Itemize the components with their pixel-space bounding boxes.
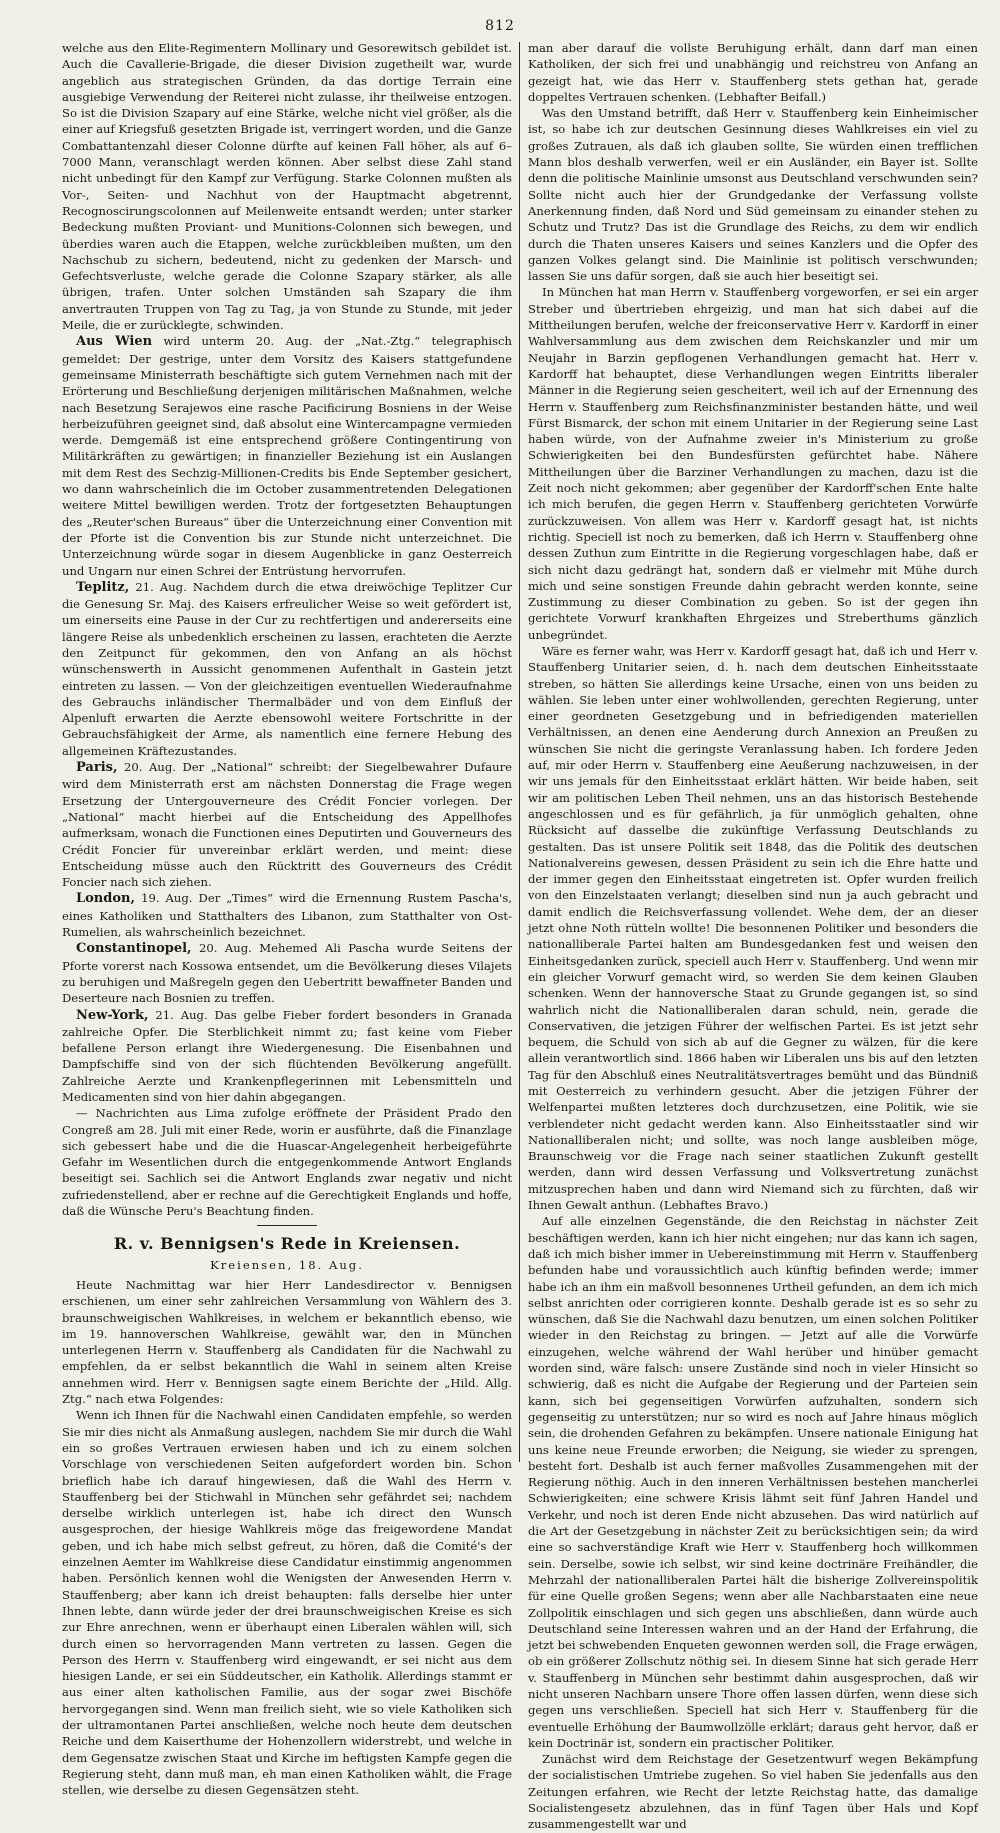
speech-paragraph: Was den Umstand betrifft, daß Herr v. Stauffenberg kein Einheimischer ist, so habe ich zur deutschen Gesinnung dieses Wahlkreises ein viel zu großes Zutrauen, als daß ich glauben sollte, Sie würden einen trefflichen Mann blos deshalb verwerfen, weil er ein Ausländer, ein Bayer ist. Sollte denn die politische Mainlinie umsonst aus Deutschland verschwunden sein? Sollte nicht auch hier der Grundgedanke der Verfassung vollste Anerkennung finden, daß Nord und Süd gemeinsam zu einander stehen zu Schutz und Trutz? Das ist die Grundlage des Reichs, zu dem wir endlich durch die Thaten unseres Kaisers und seines Kanzlers und die Opfer des ganzen Volkes gelangt sind. Die Mainlinie ist politisch verschwunden; lassen Sie uns dafür sorgen, daß sie auch hier beseitigt sei. <box>528 106 978 284</box>
news-text: 21. Aug. Nachdem durch die etwa dreiwöchige Teplitzer Cur die Genesung Sr. Maj. des Kaisers erfreulicher Weise so weit gefördert ist, um einerseits eine Pause in der Cur zu rechtfertigen und andererseits eine längere Reise als unbedenklich erscheinen zu lassen, erachteten die Aerzte den Zeitpunct für gekommen, den von Anfang an als höchst wünschenswerth in Aussicht genommenen Aufenthalt in Gastein jetzt eintreten zu lassen. — Von der gleichzeitigen eventuellen Wiederaufnahme des Gebrauchs inländischer Thermalbäder und von dem Einfluß der Alpenluft erwarten die Aerzte ebensowohl weitere Fortschritte in der Gebrauchsfähigkeit der Arme, als namentlich eine fernere Hebung des allgemeinen Kräftezustandes. <box>62 579 512 758</box>
page-number: 812 <box>485 18 515 34</box>
news-item-new-york <box>62 1007 512 1106</box>
news-text: wird unterm 20. Aug. der „Nat.-Ztg.“ telegraphisch gemeldet: Der gestrige, unter dem Vorsitz des Kaisers stattgefundene gemeinsame Ministerrath beschäftigte sich gutem Vernehmen nach mit der Erörterung und Beschließung derjenigen militärischen Maßnahmen, welche nach Besetzung Serajewos eine rasche Pacificirung Bosniens in der Weise herbeizuführen geeignet sind, daß absolut eine Wintercampagne vermieden werde. Demgemäß ist eine entsprechend größere Contingentirung von Militärkräften zu gewärtigen; in finanzieller Beziehung ist ein Auslangen mit dem Rest des Sechzig-Millionen-Credits bis Ende September gesichert, wo dann wahrscheinlich die im October zusammentretenden Delegationen weitere Mittel bewilligen werden. Trotz der fortgesetzten Behauptungen des „Reuter'schen Bureaus“ über die Unterzeichnung einer Convention mit der Pforte ist die Convention bis zur Stunde nicht unterzeichnet. Die Unterzeichnung würde sogar in diesem Augenblicke in ganz Oesterreich und Ungarn nur einen Schrei der Entrüstung hervorrufen. <box>62 334 513 578</box>
speech-paragraph: man aber darauf die vollste Beruhigung erhält, dann darf man einen Katholiken, der sich frei und unabhängig und reichstreu von Anfang an gezeigt hat, wie das Herr v. Stauffenberg stets gethan hat, gerade doppeltes Vertrauen schenken. (Lebhafter Beifall.) <box>528 41 978 104</box>
place-name: London, <box>76 891 136 907</box>
speech-paragraph: Heute Nachmittag war hier Herr Landesdirector v. Bennigsen erschienen, um einer sehr zahlreichen Versammlung von Wählern des 3. braunschweigischen Wahlkreises, in welchem er bekanntlich ebenso, wie im 19. hannoverschen Wahlkreise, gewählt war, den in München unterlegenen Herrn v. Stauffenberg als Candidaten für die Nachwahl zu empfehlen, da er selbst bekanntlich die Wahl in seinem alten Kreise annehmen wird. Herr v. Bennigsen sagte einem Berichte der „Hild. Allg. Ztg.“ nach etwa Folgendes: <box>62 1277 512 1407</box>
news-item-teplitz <box>62 579 512 759</box>
left-column <box>62 40 513 1798</box>
news-item-wien <box>62 333 512 578</box>
speech-paragraph: Wenn ich Ihnen für die Nachwahl einen Candidaten empfehle, so werden Sie mir dies nicht als Anmaßung auslegen, nachdem Sie mir durch die Wahl ein so großes Vertrauen erwiesen haben und ich zu einem solchen Vorschlage von verschiedenen Seiten aufgefordert worden bin. Schon brieflich habe ich darauf hingewiesen, daß die Wahl des Herrn v. Stauffenberg bei der Stichwahl in München sehr gefährdet sei; nachdem derselbe wirklich unterlegen ist, habe ich direct den Wunsch ausgesprochen, der hiesige Wahlkreis möge das freigewordene Mandat geben, und ich habe mich selbst gefreut, zu hören, daß die Comité's der einzelnen Aemter im Wahlkreise diese Candidatur einstimmig angenommen haben. Persönlich kennen wohl die Wenigsten der Anwesenden Herrn v. Stauffenberg; aber kann ich dreist behaupten: falls derselbe hier unter Ihnen lebte, dann würde jeder der drei braunschweigischen Kreise es sich zur Ehre anrechnen, wenn er überhaupt einen Liberalen wählen will, sich durch einen so hervorragenden Mann vertreten zu lassen. Gegen die Person des Herrn v. Stauffenberg wird eingewandt, er sei nicht aus dem hiesigen Lande, er sei ein Süddeutscher, ein Katholik. Allerdings stammt er aus einer alten katholischen Familie, aus der sogar zwei Bischöfe hervorgegangen sind. Wenn man freilich sieht, wie so viele Katholiken sich der ultramontanen Partei anschließen, welche noch heute dem deutschen Reiche und dem Kaiserthume der Hohenzollern widerstrebt, und welche in dem Gegensatze zwischen Staat und Kirche im heftigsten Kampfe gegen die Regierung steht, dann muß man, eh man einen Katholiken wählt, die Frage stellen, wie derselbe zu diesen Gegensätzen steht. <box>62 1408 512 1798</box>
article-paragraph: welche aus den Elite-Regimentern Mollinary und Gesorewitsch gebildet ist. Auch die Cavallerie-Brigade, die dieser Division zugetheilt war, wurde angeblich aus strategischen Gründen, da das dortige Terrain eine ausgiebige Verwendung der Reiterei nicht zulasse, ihr theilweise entzogen. So ist die Division Szapary auf eine Stärke, welche nicht viel größer, als die einer auf Kriegsfuß gesetzten Brigade ist, verringert worden, und die Ganze Combattantenzahl dieser Colonne dürfte auf keinen Fall höher, als auf 6–7000 Mann, veranschlagt werden können. Aber selbst diese Zahl stand nicht unbedingt für den Kampf zur Verfügung. Starke Colonnen mußten als Vor-, Seiten- und Nachhut von der Hauptmacht abgetrennt, Recognoscirungscolonnen auf Meilenweite entsandt werden; unter starker Bedeckung mußten Proviant- und Munitions-Colonnen sich bewegen, und überdies waren auch die Etappen, welche zurückbleiben mußten, um den Nachschub zu sichern, bedeutend, nicht zu gedenken der Marsch- und Gefechtsverluste, welche gerade die Colonne Szapary stärker, als alle übrigen, trafen. Unter solchen Umständen sah Szapary die ihm anvertrauten Truppen von Tag zu Tag, ja von Stunde zu Stunde, mit jeder Meile, die er zurücklegte, schwinden. <box>62 41 512 333</box>
news-item-london <box>62 890 512 940</box>
place-name: Aus Wien <box>76 334 153 350</box>
place-name: Paris, <box>76 760 118 776</box>
news-item-lima: — Nachrichten aus Lima zufolge eröffnete der Präsident Prado den Congreß am 28. Juli mit einer Rede, worin er ausführte, daß die Finanzlage sich gebessert habe und die die Huascar-Angelegenheit herbeigeführte Gefahr im Wesentlichen durch die entgegenkommende Antwort Englands beseitigt sei. Sachlich sei die Antwort Englands zwar negativ und nicht zufriedenstellend, aber er rechne auf die Gerechtigkeit Englands und hoffe, daß die Wünsche Peru's Beachtung finden. <box>62 1106 512 1219</box>
place-name: New-York, <box>76 1007 149 1023</box>
place-name: Constantinopel, <box>76 941 192 957</box>
article-dateline: Kreiensen, 18. Aug. <box>210 1257 364 1272</box>
news-item-constantinopel <box>62 940 512 1006</box>
news-item-paris <box>62 759 512 890</box>
right-column <box>528 40 978 1832</box>
speech-paragraph: In München hat man Herrn v. Stauffenberg vorgeworfen, er sei ein arger Streber und übertrieben ehrgeizig, und man hat sich dabei auf die Mittheilungen berufen, welche der freiconservative Herr v. Kardorff in einer Wahlversammlung aus dem zwischen dem Reichskanzler und mir um Neujahr in Barzin gepflogenen Verhandlungen gemacht hat. Herr v. Kardorff hat behauptet, diese Verhandlungen wegen Eintritts liberaler Männer in die Regierung seien gescheitert, weil ich auf der Ernennung des Herrn v. Stauffenberg zum Reichsfinanzminister bestanden hätte, und weil Fürst Bismarck, der schon mit einem Unitarier in der Regierung seine Last haben würde, von der Aufnahme zweier in's Ministerium zu große Schwierigkeiten bei den Bundesfürsten gefürchtet habe. Nähere Mittheilungen über die Barziner Verhandlungen zu machen, dazu ist die Zeit noch nicht gekommen; aber gegenüber der Kardorff'schen Ente halte ich mich berufen, die gegen Herrn v. Stauffenberg gerichteten Vorwürfe zurückzuweisen. Von allem was Herr v. Kardorff gesagt hat, ist nichts richtig. Speciell ist noch zu bemerken, daß ich Herrn v. Stauffenberg ohne dessen Zuthun zum Eintritte in die Regierung vorgeschlagen habe, daß er sich nicht dazu gedrängt hat, sondern daß er vielmehr mit Mühe durch mich und seine sonstigen Freunde dahin gebracht werden konnte, seine Zustimmung zu dieser Combination zu geben. So ist der gegen ihn gerichtete Vorwurf krankhaften Ehrgeizes und Streberthums gänzlich unbegründet. <box>528 285 978 642</box>
place-name: Teplitz, <box>76 579 130 595</box>
speech-paragraph: Auf alle einzelnen Gegenstände, die den Reichstag in nächster Zeit beschäftigen werden, kann ich hier nicht eingehen; nur das kann ich sagen, daß ich mich bisher immer in Uebereinstimmung mit Herrn v. Stauffenberg befunden habe und voraussichtlich auch künftig befinden werde; immer habe ich an ihm ein maßvoll besonnenes Urtheil gefunden, an dem ich mich selbst anrichten oder corrigieren konnte. Deshalb gerade ist es so sehr zu wünschen, daß Sie die Nachwahl dazu benutzen, um einen solchen Politiker wieder in den Reichstag zu bringen. — Jetzt auf alle die Vorwürfe einzugehen, welche während der Wahl herüber und hinüber gemacht worden sind, wäre falsch: unsere Zustände sind noch in vieler Hinsicht so schwierig, daß es nicht die Aufgabe der Regierung und der Parteien sein kann, sich bei gegenseitigen Vorwürfen aufzuhalten, sondern sich gegenseitig zu unterstützen; nur so wird es noch auf Jahre hinaus möglich sein, die drohenden Gefahren zu bekämpfen. Unsere nationale Einigung hat uns keine neue Freunde erworben; die Neigung, sie wieder zu sprengen, besteht fort. Deshalb ist auch ferner maßvolles Zusammengehen mit der Regierung nöthig. Auch in den inneren Verhältnissen bestehen mancherlei Schwierigkeiten; eine schwere Krisis lähmt seit fünf Jahren Handel und Verkehr, und noch ist deren Ende nicht abzusehen. Das wird natürlich auf die Art der Gesetzgebung in nächster Zeit zu berücksichtigen sein; da wird eine so sachverständige Kraft wie Herr v. Stauffenberg hoch willkommen sein. Derselbe, sowie ich selbst, wir sind keine doctrinäre Freihändler, die Mehrzahl der nationalliberalen Partei hält die bisherige Zollvereinspolitik für eine Quelle großen Segens; wenn aber alle Nachbarstaaten eine neue Zollpolitik einschlagen und sich gegen uns abschließen, dann würde auch Deutschland seine Interessen wahren und an der Hand der Erfahrung, die jetzt bei schwebenden Enqueten gewonnen werden soll, die Frage erwägen, ob ein größerer Zollschutz nöthig sei. In diesem Sinne hat sich gerade Herr v. Stauffenberg in München sehr bestimmt dahin ausgesprochen, daß wir nicht unseren Nachbarn unsere Thore offen lassen dürfen, wenn diese sich gegen uns verschließen. Speciell hat sich Herr v. Stauffenberg für die eventuelle Erhöhung der Baumwollzölle erklärt; daraus geht hervor, daß er kein Doctrinär ist, sondern ein practischer Politiker. <box>528 1214 978 1750</box>
speech-paragraph: Wäre es ferner wahr, was Herr v. Kardorff gesagt hat, daß ich und Herr v. Stauffenberg Unitarier seien, d. h. nach dem deutschen Einheitsstaate streben, so hätten Sie allerdings keine Ursache, einen von uns beiden zu wählen. Sie leben unter einer wohlwollenden, gerechten Regierung, unter einer geordneten Gesetzgebung und in befriedigenden materiellen Verhältnissen, an denen eine Aenderung durch Annexion an Preußen zu wünschen Sie nicht die geringste Veranlassung haben. Ich fordere Jeden auf, mir oder Herrn v. Stauffenberg eine Aeußerung nachzuweisen, in der wir uns jemals für den Einheitsstaat erklärt hätten. Wir beide haben, seit wir am politischen Leben Theil nehmen, uns an das historisch Bestehende angeschlossen und es für gefährlich, ja für unmöglich gehalten, ohne Rücksicht auf dasselbe die zukünftige Verfassung Deutschlands zu gestalten. Das ist unsere Politik seit 1848, das die Politik des deutschen Nationalvereins gewesen, dessen Präsident zu sein ich die Ehre hatte und der immer gegen den Einheitsstaat eingetreten ist. Opfer wurden freilich von den Einzelstaaten verlangt; dieselben sind nun ja auch gebracht und damit endlich die Reichsverfassung vollendet. Wehe dem, der an dieser jetzt ohne Noth rütteln wollte! Die besonnenen Politiker und besonders die nationalliberale Partei halten am Bundesgedanken fest und weisen den Einheitsgedanken zurück, speciell auch Herr v. Stauffenberg. Und wenn mir ein gleicher Vorwurf gemacht wird, so werden Sie dem keinen Glauben schenken. Wenn der hannoversche Staat zu Grunde gegangen ist, so sind wahrlich nicht die Nationalliberalen daran schuld, nein, gerade die Conservativen, die jetzigen Führer der welfischen Partei. Es ist jetzt sehr bequem, die Schuld von sich ab auf die Gegner zu wälzen, für die kere allein verantwortlich sind. 1866 haben wir Liberalen uns bis auf den letzten Tag für den Abschluß eines Neutralitätsvertrages bemüht und das Bündniß mit Oesterreich zu verhindern gesucht. Aber die jetzigen Führer der Welfenpartei mußten letzteres doch durchzusetzen, eine Politik, wie sie verblendeter nicht gedacht werden kann. Also Einheitsstaatler sind wir Nationalliberalen nicht; und sollte, was noch lange ausbleiben möge, Braunschweig vor die Frage nach seiner staatlichen Zukunft gestellt werden, dann wird dessen Verfassung und Volksvertretung zunächst mitzusprechen haben und dann wird Niemand sich zu fürchten, daß wir Ihnen Gewalt anthun. (Lebhaftes Bravo.) <box>528 643 978 1213</box>
news-text: 20. Aug. Der „National“ schreibt: der Siegelbewahrer Dufaure wird dem Ministerrath erst am nächsten Donnerstag die Frage wegen Ersetzung der Untergouverneure des Crédit Foncier vorlegen. Der „National“ macht hierbei auf die Entscheidung des Appellhofes aufmerksam, wonach die Functionen eines Deputirten und Gouverneurs des Crédit Foncier für unvereinbar erklärt werden, und meint: diese Entscheidung müsse auch den Rücktritt des Gouverneurs des Crédit Foncier nach sich ziehen. <box>62 760 512 890</box>
article-heading: R. v. Bennigsen's Rede in Kreiensen. <box>113 1234 461 1254</box>
news-text: 21. Aug. Das gelbe Fieber fordert besonders in Granada zahlreiche Opfer. Die Sterblichkeit nimmt zu; fast keine vom Fieber befallene Person erlangt ihre Wiedergenesung. Die Eisenbahnen und Dampfschiffe sind von der sich flüchtenden Bevölkerung angefüllt. Zahlreiche Aerzte und Krankenpflegerinnen mit Lebensmitteln und Medicamenten sind von hier dahin abgegangen. <box>62 1007 512 1104</box>
section-divider <box>257 1225 317 1226</box>
news-text: 19. Aug. Der „Times“ wird die Ernennung Rustem Pascha's, eines Katholiken und Statthalters des Libanon, zum Statthalter von Ost-Rumelien, als wahrscheinlich bezeichnet. <box>62 891 512 940</box>
column-rule <box>519 42 520 1462</box>
speech-paragraph: Zunächst wird dem Reichstage der Gesetzentwurf wegen Bekämpfung der socialistischen Umtriebe zugehen. So viel haben Sie jedenfalls aus den Zeitungen erfahren, wie Recht der letzte Reichstag hatte, das damalige Socialistengesetz abzulehnen, das in fünf Tagen über Hals und Kopf zusammengestellt war und <box>528 1752 978 1832</box>
news-text: 20. Aug. Mehemed Ali Pascha wurde Seitens der Pforte vorerst nach Kossowa entsendet, um die Bevölkerung dieses Vilajets zu beruhigen und Maßregeln gegen den Uebertritt bewaffneter Banden und Deserteure nach Bosnien zu treffen. <box>62 941 513 1006</box>
